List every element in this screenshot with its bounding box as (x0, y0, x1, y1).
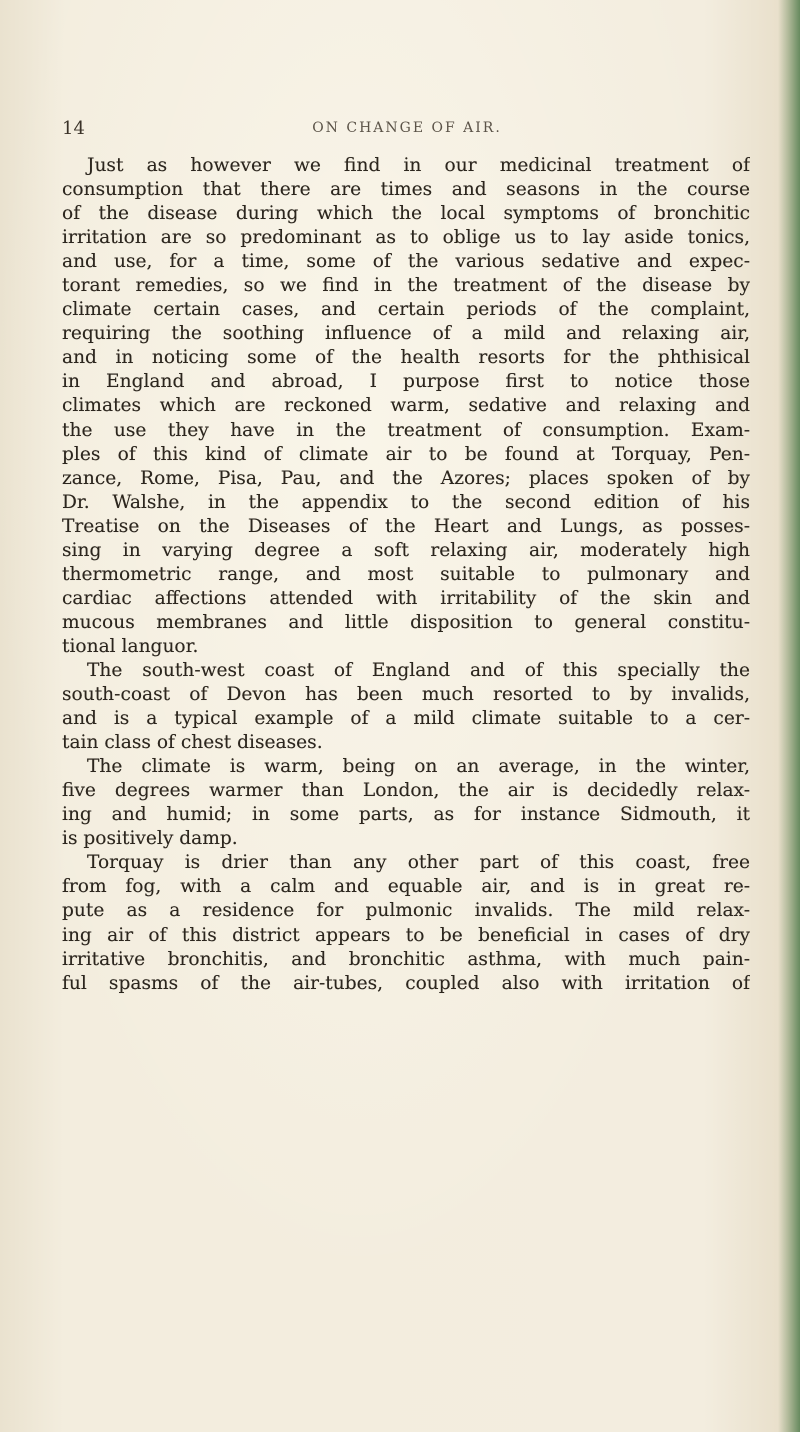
text-line: Treatise on the Diseases of the Heart and Lungs, as posses- (62, 515, 750, 537)
text-line: zance, Rome, Pisa, Pau, and the Azores; places spoken of by (62, 467, 750, 489)
text-line: is positively damp. (62, 828, 238, 850)
text-line: Dr. Walshe, in the appendix to the second edition of his (62, 491, 750, 513)
text-line: of the disease during which the local symptoms of bronchitic (62, 203, 750, 225)
text-line: The climate is warm, being on an average, in the winter, (87, 756, 750, 778)
page-edge-shadow (778, 0, 800, 1432)
text-line: and use, for a time, some of the various sedative and expec- (62, 251, 750, 273)
text-line: sing in varying degree a soft relaxing air, moderately high (62, 539, 750, 561)
text-line: five degrees warmer than London, the air is decidedly relax- (62, 780, 750, 802)
text-line: The south-west coast of England and of this specially the (87, 659, 750, 681)
text-line: ful spasms of the air-tubes, coupled also with irritation of (62, 972, 750, 994)
text-line: irritative bronchitis, and bronchitic asthma, with much pain- (62, 948, 750, 970)
text-line: mucous membranes and little disposition to general constitu- (62, 611, 750, 633)
text-line: requiring the soothing influence of a mild and relaxing air, (62, 323, 750, 345)
text-line: ing and humid; in some parts, as for instance Sidmouth, it (62, 804, 750, 826)
page-header (62, 118, 752, 146)
text-line: pute as a residence for pulmonic invalids. The mild relax- (62, 900, 750, 922)
text-line: Just as however we find in our medicinal treatment of (87, 155, 750, 176)
text-line: climates which are reckoned warm, sedative and relaxing and (62, 395, 750, 417)
text-line: tional languor. (62, 635, 199, 657)
text-line: thermometric range, and most suitable to pulmonary and (62, 563, 750, 585)
text-line: ples of this kind of climate air to be found at Torquay, Pen- (62, 443, 750, 465)
text-line: Torquay is drier than any other part of this coast, free (87, 852, 750, 874)
text-line: cardiac affections attended with irritability of the skin and (62, 587, 750, 609)
text-line: ing air of this district appears to be beneficial in cases of dry (62, 924, 750, 946)
body-text (62, 154, 750, 996)
text-line: and in noticing some of the health resorts for the phthisical (62, 347, 750, 369)
text-line: from fog, with a calm and equable air, and is in great re- (62, 876, 750, 898)
text-line: south-coast of Devon has been much resorted to by invalids, (62, 684, 750, 706)
text-line: the use they have in the treatment of consumption. Exam- (62, 419, 750, 441)
text-line: climate certain cases, and certain periods of the complaint, (62, 299, 750, 321)
page-number: 14 (62, 118, 85, 139)
text-line: irritation are so predominant as to oblige us to lay aside tonics, (62, 227, 750, 249)
text-line: torant remedies, so we find in the treatment of the disease by (62, 275, 750, 297)
running-head: ON CHANGE OF AIR. (312, 120, 502, 136)
text-line: and is a typical example of a mild climate suitable to a cer- (62, 708, 750, 730)
text-line: in England and abroad, I purpose first to notice those (62, 371, 750, 393)
text-line: tain class of chest diseases. (62, 732, 323, 754)
text-line: consumption that there are times and seasons in the course (62, 179, 750, 201)
